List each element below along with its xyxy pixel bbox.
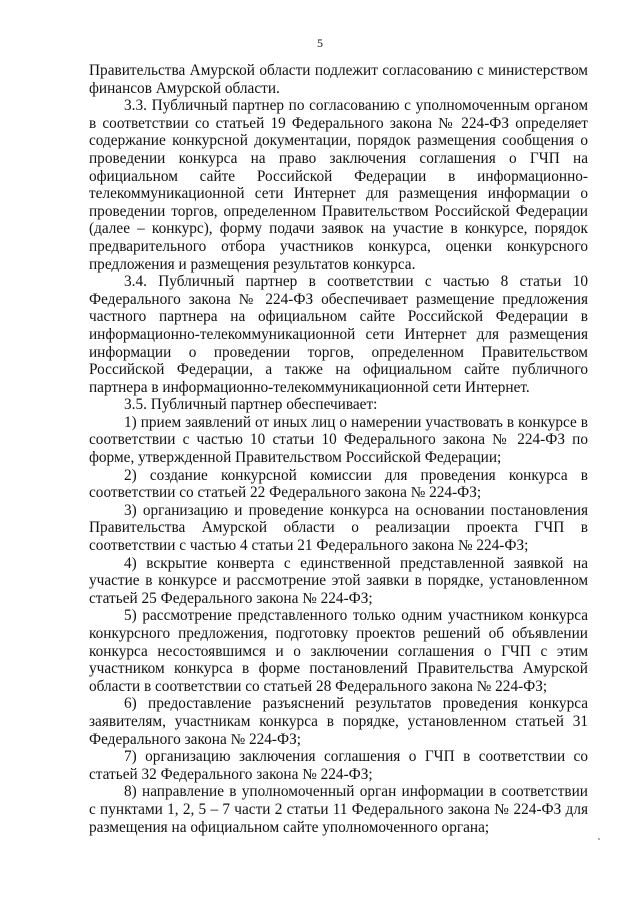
list-item-5: 5) рассмотрение представленного только одним участником конкурса конкурсного предложения, подготовку проектов решений об объявлении конкурса несостоявшимся и о заключении соглашения о ГЧП с этим участником конкурса в форме постановлений Правительства Амурской области в соответствии со статьей 28 Федерального закона № 224-ФЗ; — [89, 607, 588, 695]
page-number: 5 — [317, 36, 323, 50]
paragraph-continuation: Правительства Амурской области подлежит согласованию с министерством финансов Амурской области. — [89, 62, 588, 97]
document-body — [89, 62, 588, 836]
list-item-1: 1) прием заявлений от иных лиц о намерении участвовать в конкурсе в соответствии с частью 10 статьи 10 Федерального закона № 224-ФЗ по форме, утвержденной Правительством Российской Федерации; — [89, 413, 588, 467]
list-item-4: 4) вскрытие конверта с единственной представленной заявкой на участие в конкурсе и рассмотрение этой заявки в порядке, установленном статьей 25 Федерального закона № 224-ФЗ; — [89, 554, 588, 607]
list-item-3: 3) организацию и проведение конкурса на основании постановления Правительства Амурской области о реализации проекта ГЧП в соответствии с частью 4 статьи 21 Федерального закона № 224-ФЗ; — [89, 501, 588, 555]
scan-speck — [598, 838, 600, 840]
list-item-8: 8) направление в уполномоченный орган информации в соответствии с пунктами 1, 2, 5 – 7 части 2 статьи 11 Федерального закона № 224-ФЗ для размещения на официальном сайте уполномоченного органа; — [89, 783, 588, 836]
list-item-7: 7) организацию заключения соглашения о ГЧП в соответствии со статьей 32 Федерального закона № 224-ФЗ; — [89, 748, 588, 783]
list-item-2: 2) создание конкурсной комиссии для проведения конкурса в соответствии со статьей 22 Федерального закона № 224-ФЗ; — [89, 466, 588, 502]
list-item-6: 6) предоставление разъяснений результатов проведения конкурса заявителям, участникам конкурса в порядке, установленном статьей 31 Федерального закона № 224-ФЗ; — [89, 695, 588, 748]
paragraph-3-3: 3.3. Публичный партнер по согласованию с уполномоченным органом в соответствии со статьей 19 Федерального закона № 224-ФЗ определяет содержание конкурсной документации, порядок размещения сообщения о проведении конкурса на право заключения соглашения о ГЧП на официальном сайте Российской Федерации в информационно-телекоммуникационной сети Интернет для размещения информации о проведении торгов, определенном Правительством Российской Федерации (далее – конкурс), форму подачи заявок на участие в конкурсе, порядок предварительного отбора участников конкурса, оценки конкурсного предложения и размещения результатов конкурса. — [89, 97, 588, 273]
paragraph-3-4: 3.4. Публичный партнер в соответствии с частью 8 статьи 10 Федерального закона № 224-ФЗ обеспечивает размещение предложения частного партнера на официальном сайте Российской Федерации в информационно-телекоммуникационной сети Интернет для размещения информации о проведении торгов, определенном Правительством Российской Федерации, а также на официальном сайте публичного партнера в информационно-телекоммуникационной сети Интернет. — [89, 273, 588, 396]
paragraph-3-5: 3.5. Публичный партнер обеспечивает: — [124, 396, 378, 414]
